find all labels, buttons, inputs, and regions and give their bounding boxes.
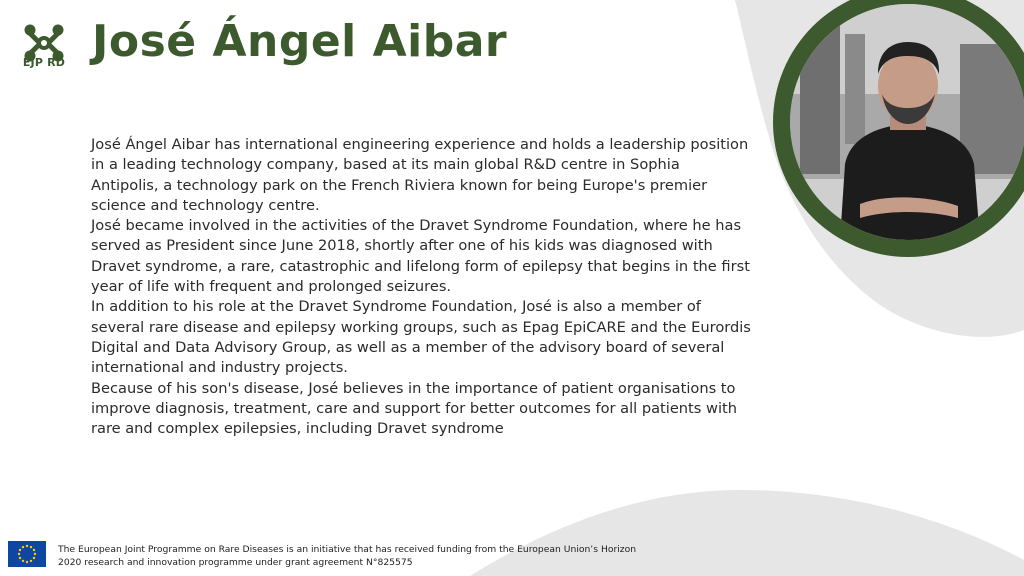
bio-paragraph: José Ángel Aibar has international engineering experience and holds a leadership position in a leading technology company, based at its main global R&D centre in Sophia Antipolis, a technology park on the French Riviera known for being Europe's premier science and technology centre. (91, 136, 749, 214)
bio-paragraph: In addition to his role at the Dravet Syndrome Foundation, José is also a member of several rare disease and epilepsy working groups, such as Epag EpiCARE and the Eurordis Digital and Data Advisory Group, as well as a member of the advisory board of several international and industry projects. (91, 298, 751, 377)
bio-paragraph: José became involved in the activities of the Dravet Syndrome Foundation, where he has served as President since June 2018, shortly after one of his kids was diagnosed with Dravet syndrome, a rare, catastrophic and lifelong form of epilepsy that begins in the first year of life with frequent and prolonged seizures. (91, 217, 750, 296)
biography (91, 135, 751, 439)
funding-disclaimer: The European Joint Programme on Rare Diseases is an initiative that has received funding from the European Union’s Horizon 2020 research and innovation programme under grant agreement N°825575 (58, 544, 637, 568)
page-title: José Ángel Aibar (92, 16, 508, 67)
eu-flag-icon (8, 541, 46, 567)
logo-text: EJP RD (22, 56, 66, 69)
bio-paragraph: Because of his son's disease, José believes in the importance of patient organisations to improve diagnosis, treatment, care and support for better outcomes for all patients with rare and complex epilepsies, including Dravet syndrome (91, 379, 737, 438)
portrait-photo (790, 4, 1024, 240)
